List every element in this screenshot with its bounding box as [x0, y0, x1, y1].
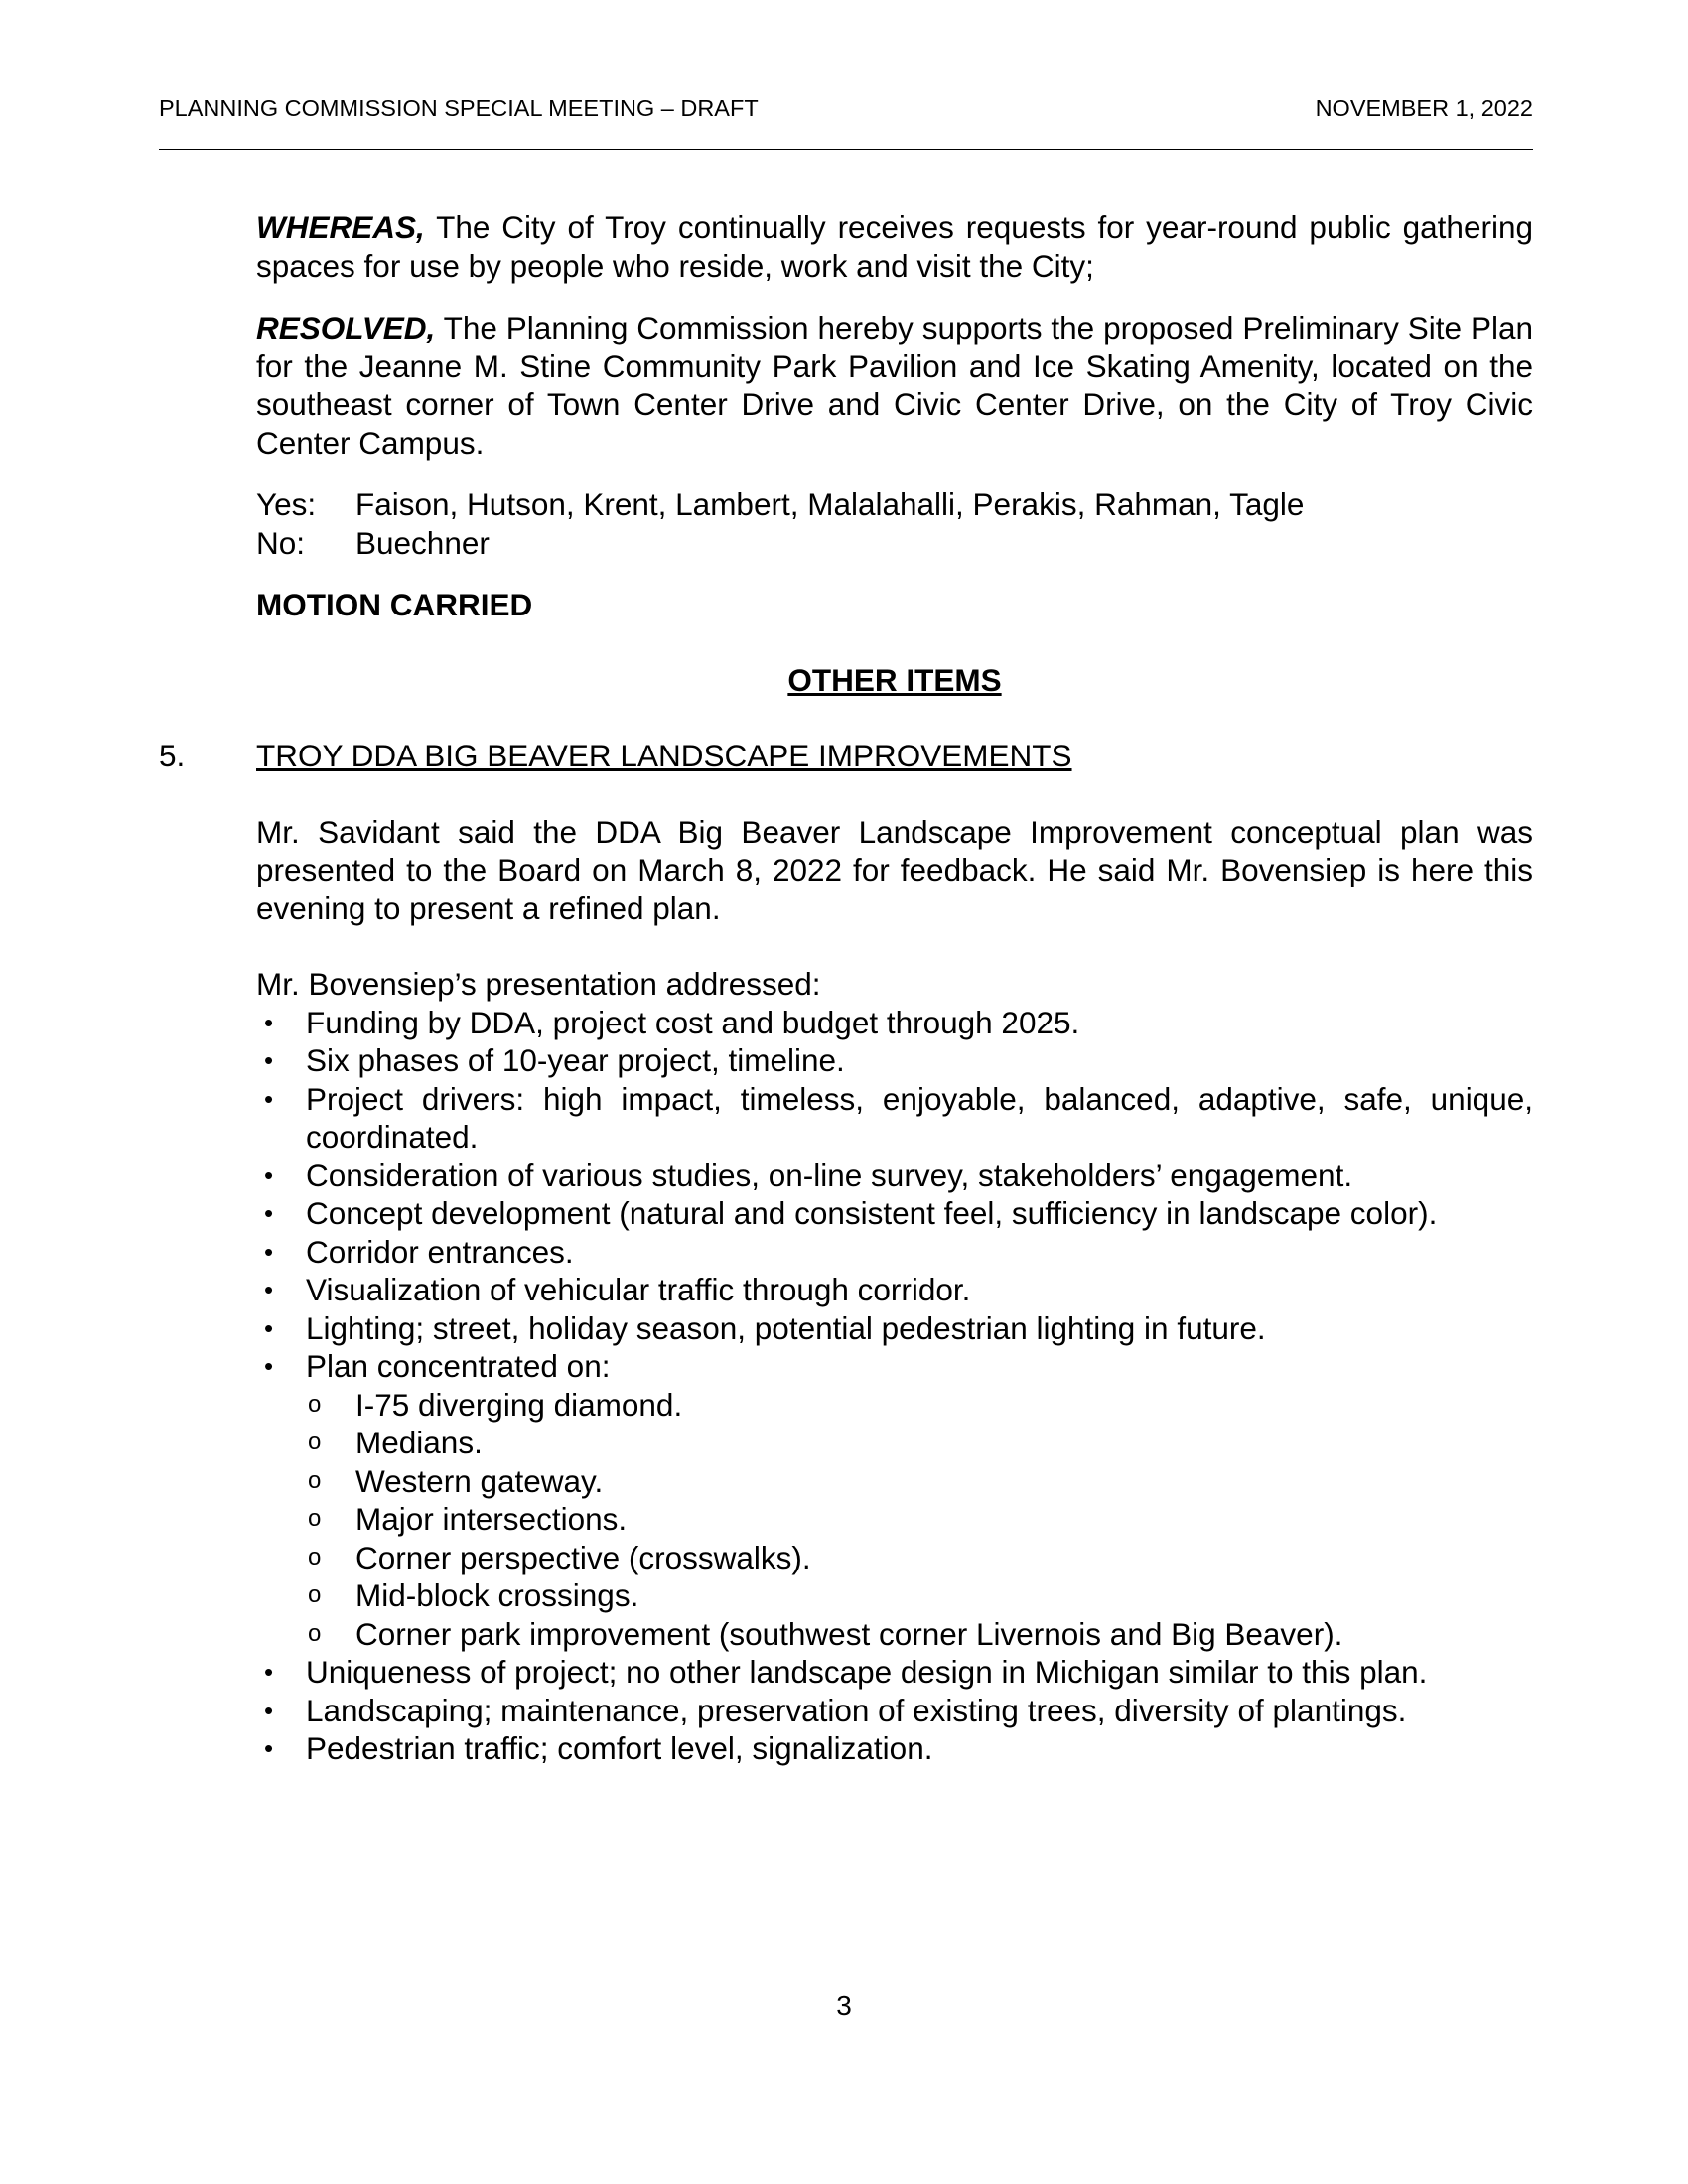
resolved-paragraph — [256, 309, 1533, 462]
list-item-label: Plan concentrated on: — [306, 1348, 611, 1384]
section-heading: OTHER ITEMS — [787, 661, 1002, 698]
agenda-item-title: TROY DDA BIG BEAVER LANDSCAPE IMPROVEMENTS — [256, 738, 1072, 773]
resolved-text: The Planning Commission hereby supports the proposed Preliminary Site Plan for the Jeanne M. Stine Community Park Pavilion and Ice Skating Amenity, located on the southeast corner of Town Center Drive and Civic Center Drive, on the City of Troy Civic Center Campus. — [256, 310, 1533, 461]
whereas-paragraph — [256, 208, 1533, 285]
resolved-lead: RESOLVED, — [256, 310, 436, 345]
agenda-item-number: 5. — [159, 738, 186, 773]
sub-list-item: o Western gateway. — [306, 1462, 1533, 1501]
sub-list-item: o I-75 diverging diamond. — [306, 1386, 1533, 1425]
vote-no — [256, 524, 1533, 563]
list-item: • Concept development (natural and consistent feel, sufficiency in landscape color). — [256, 1194, 1533, 1233]
motion-result: MOTION CARRIED — [256, 587, 533, 622]
header-divider — [159, 149, 1533, 150]
list-item: • Funding by DDA, project cost and budget through 2025. — [256, 1004, 1533, 1042]
list-item: • Project drivers: high impact, timeless, enjoyable, balanced, adaptive, safe, unique, coordinated. — [256, 1080, 1533, 1157]
vote-no-label: No: — [256, 524, 306, 561]
vote-yes — [256, 485, 1533, 524]
whereas-text: The City of Troy continually receives requests for year-round public gathering spaces for use by people who reside, work and visit the City; — [256, 209, 1533, 284]
agenda-item — [159, 737, 1533, 775]
presentation-intro: Mr. Bovensiep’s presentation addressed: — [256, 966, 821, 1002]
list-item-with-sublist — [256, 1347, 1533, 1653]
vote-no-names: Buechner — [355, 524, 490, 561]
list-item: • Pedestrian traffic; comfort level, signalization. — [256, 1729, 1533, 1768]
list-item: • Landscaping; maintenance, preservation of existing trees, diversity of plantings. — [256, 1692, 1533, 1730]
presentation-list — [256, 1004, 1533, 1768]
sub-list-item: o Medians. — [306, 1424, 1533, 1462]
whereas-lead: WHEREAS, — [256, 209, 425, 245]
savidant-paragraph: Mr. Savidant said the DDA Big Beaver Landscape Improvement conceptual plan was presented to the Board on March 8, 2022 for feedback. He said Mr. Bovensiep is here this evening to present a refined plan. — [256, 813, 1533, 926]
vote-yes-names: Faison, Hutson, Krent, Lambert, Malalahalli, Perakis, Rahman, Tagle — [355, 486, 1305, 522]
sub-list-item: o Corner perspective (crosswalks). — [306, 1539, 1533, 1577]
vote-record — [256, 485, 1533, 562]
header-date: NOVEMBER 1, 2022 — [1315, 95, 1533, 121]
vote-yes-label: Yes: — [256, 486, 317, 522]
header-meeting-title: PLANNING COMMISSION SPECIAL MEETING – DRAFT — [159, 95, 759, 121]
page-number: 3 — [836, 1990, 852, 2021]
list-item: • Visualization of vehicular traffic through corridor. — [256, 1271, 1533, 1309]
list-item: • Six phases of 10-year project, timeline. — [256, 1041, 1533, 1080]
list-item: • Corridor entrances. — [256, 1233, 1533, 1272]
sub-list-item: o Mid-block crossings. — [306, 1576, 1533, 1615]
sub-list-item: o Corner park improvement (southwest corner Livernois and Big Beaver). — [306, 1615, 1533, 1654]
sub-list-item: o Major intersections. — [306, 1500, 1533, 1539]
list-item: • Consideration of various studies, on-line survey, stakeholders’ engagement. — [256, 1157, 1533, 1195]
list-item: • Lighting; street, holiday season, potential pedestrian lighting in future. — [256, 1309, 1533, 1348]
plan-sublist — [306, 1386, 1533, 1654]
list-item: • Uniqueness of project; no other landscape design in Michigan similar to this plan. — [256, 1653, 1533, 1692]
page-body — [159, 208, 1533, 1768]
